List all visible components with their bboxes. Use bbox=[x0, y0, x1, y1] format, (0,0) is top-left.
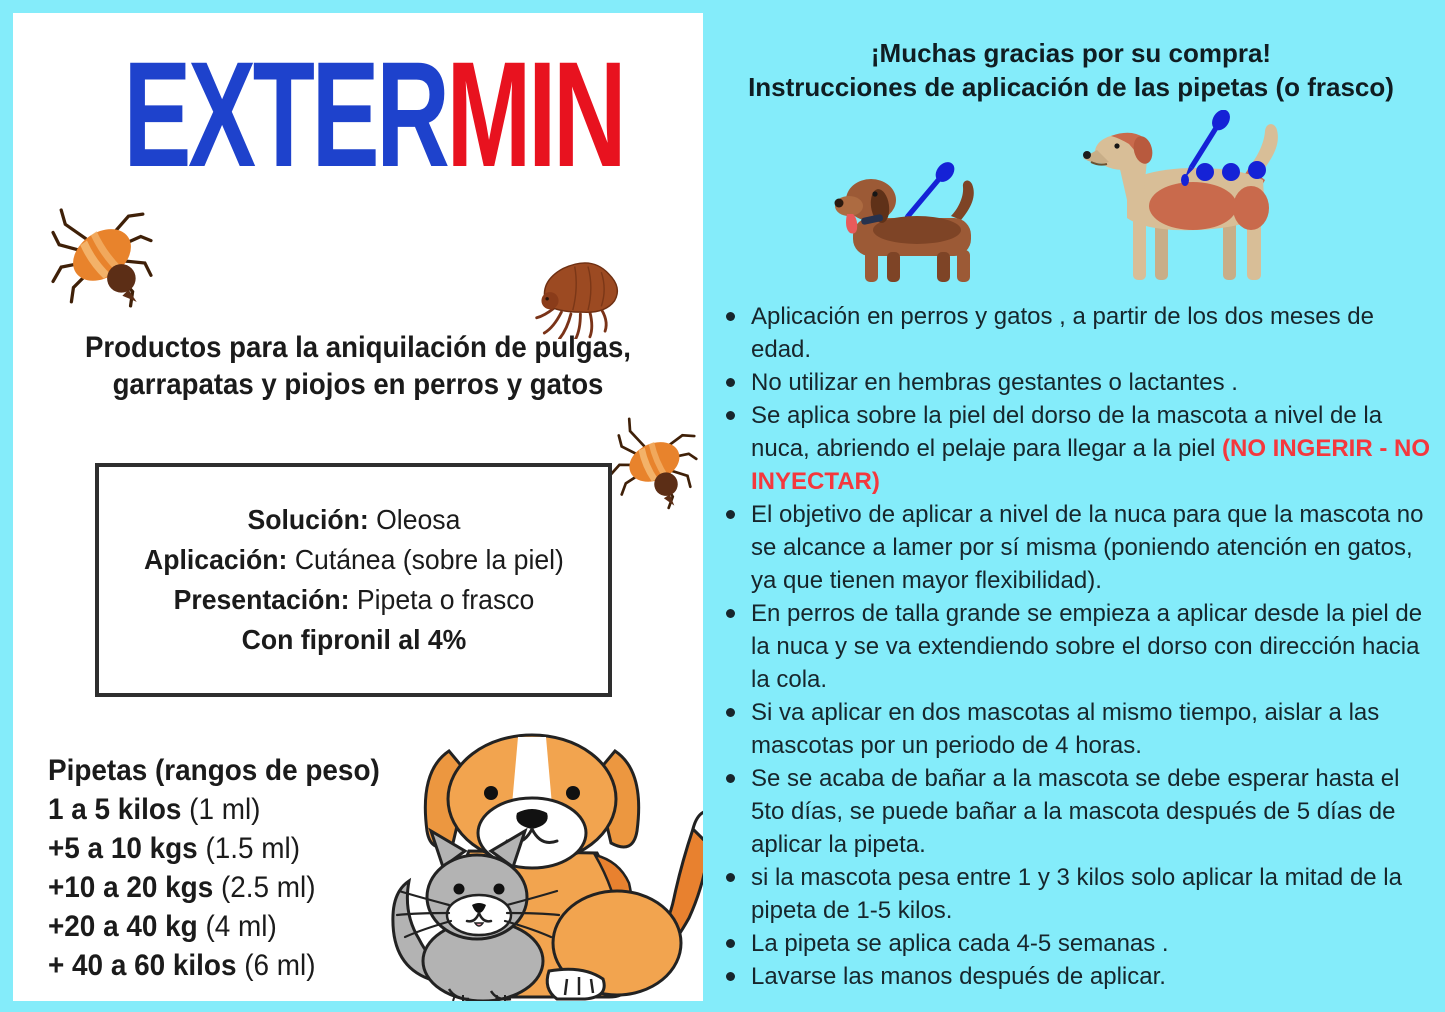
tick-icon bbox=[51, 203, 153, 322]
pipette-range-row: 1 a 5 kilos (1 ml) bbox=[48, 793, 261, 826]
drops-icon bbox=[1196, 161, 1266, 181]
logo-part-blue: EXTER bbox=[123, 30, 447, 198]
instruction-item: El objetivo de aplicar a nivel de la nuca para que la mascota no se alcance a lamer por sí misma (poniendo atención en gatos, ya que tienen mayor flexibilidad). bbox=[715, 498, 1431, 597]
large-dog-pipette-illustration bbox=[1081, 110, 1316, 303]
product-tagline bbox=[41, 329, 676, 403]
product-label-panel bbox=[13, 13, 703, 1001]
instruction-item: Si va aplicar en dos mascotas al mismo tiempo, aislar a las mascotas por un periodo de 4 horas. bbox=[715, 696, 1431, 762]
instructions-panel bbox=[703, 0, 1445, 1012]
instruction-item: La pipeta se aplica cada 4-5 semanas . bbox=[715, 927, 1431, 960]
instructions-list bbox=[715, 300, 1431, 993]
instruction-item: No utilizar en hembras gestantes o lactantes . bbox=[715, 366, 1431, 399]
pipette-ranges-title: Pipetas (rangos de peso) bbox=[48, 754, 380, 787]
instruction-item: Aplicación en perros y gatos , a partir de los dos meses de edad. bbox=[715, 300, 1431, 366]
thank-you-heading bbox=[703, 36, 1439, 104]
info-line-solucion: Solución: Oleosa bbox=[247, 504, 460, 535]
logo-part-red: MIN bbox=[446, 30, 624, 198]
instruction-item: Se aplica sobre la piel del dorso de la mascota a nivel de la nuca, abriendo el pelaje para llegar a la piel (NO INGERIR - NO INYECTAR) bbox=[715, 399, 1431, 498]
info-line-presentacion: Presentación: Pipeta o frasco bbox=[173, 584, 534, 615]
heading-line-2: Instrucciones de aplicación de las pipetas (o frasco) bbox=[748, 72, 1394, 102]
heading-line-1: ¡Muchas gracias por su compra! bbox=[870, 38, 1272, 68]
instruction-item: En perros de talla grande se empieza a aplicar desde la piel de la nuca y se va extendiendo sobre el dorso con dirección hacia la cola. bbox=[715, 597, 1431, 696]
pipette-range-row: + 40 a 60 kilos (6 ml) bbox=[48, 949, 316, 982]
pipette-range-row: +10 a 20 kgs (2.5 ml) bbox=[48, 871, 316, 904]
warning-text: (NO INGERIR - NO INYECTAR) bbox=[751, 435, 1430, 495]
pipette-range-row: +20 a 40 kg (4 ml) bbox=[48, 910, 277, 943]
info-line-aplicacion: Aplicación: Cutánea (sobre la piel) bbox=[143, 544, 564, 575]
dog-and-cat-illustration bbox=[371, 713, 703, 1001]
extermin-logo bbox=[123, 30, 624, 198]
tagline-line-2: garrapatas y piojos en perros y gatos bbox=[112, 368, 604, 401]
info-line-fipronil: Con fipronil al 4% bbox=[241, 624, 466, 655]
instruction-item: Lavarse las manos después de aplicar. bbox=[715, 960, 1431, 993]
tagline-line-1: Productos para la aniquilación de pulgas, bbox=[85, 331, 631, 364]
instruction-item: si la mascota pesa entre 1 y 3 kilos solo aplicar la mitad de la pipeta de 1-5 kilos. bbox=[715, 861, 1431, 927]
tick-icon bbox=[602, 411, 703, 525]
product-info-box bbox=[95, 463, 612, 697]
pipette-range-row: +5 a 10 kgs (1.5 ml) bbox=[48, 832, 301, 865]
small-dog-pipette-illustration bbox=[833, 156, 985, 301]
instruction-item: Se se acaba de bañar a la mascota se debe esperar hasta el 5to días, se puede bañar a la mascota después de 5 días de aplicar la pipeta. bbox=[715, 762, 1431, 861]
pipette-weight-ranges bbox=[48, 751, 380, 985]
product-info-text bbox=[144, 500, 564, 660]
